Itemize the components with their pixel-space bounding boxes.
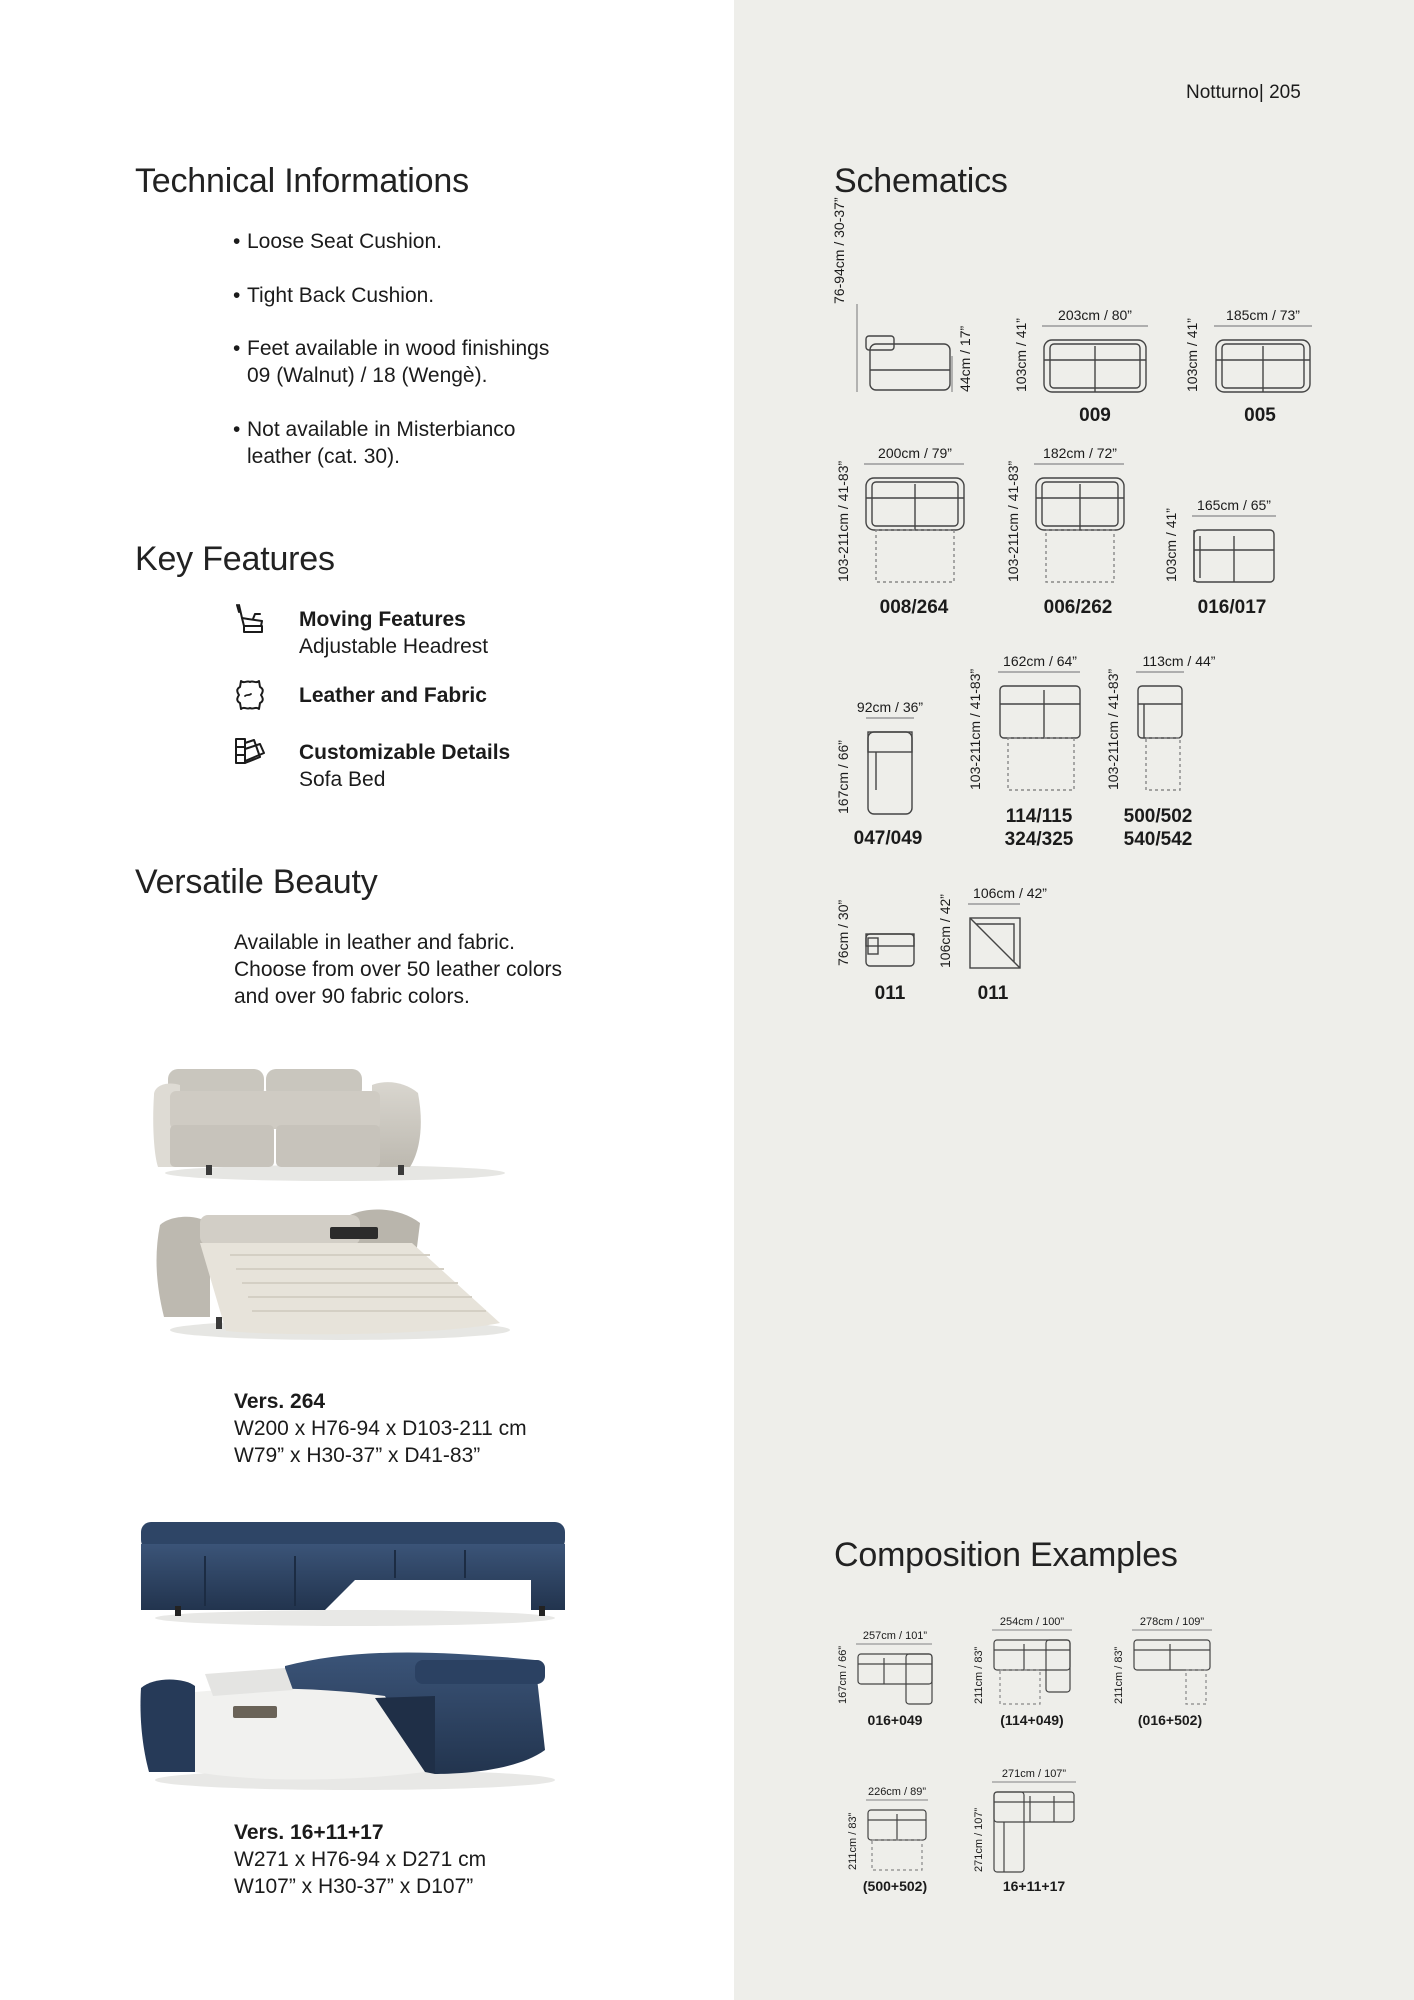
schematic-code: 540/542 [1123, 829, 1193, 850]
width-label: 257cm / 101” [862, 1630, 928, 1642]
composition-016-049 [856, 1644, 932, 1704]
composition-114-049 [992, 1630, 1072, 1704]
schematic-side-view [857, 304, 952, 392]
schematic-code: 011 [874, 983, 906, 1004]
schematic-011-b [968, 904, 1020, 968]
schematic-code: 009 [1079, 405, 1111, 426]
composition-code: (016+502) [1137, 1712, 1203, 1728]
schematic-006-262 [1034, 464, 1124, 582]
width-label: 106cm / 42” [973, 885, 1047, 901]
composition-code: 16+11+17 [1002, 1878, 1066, 1894]
width-label: 185cm / 73” [1226, 307, 1300, 323]
schematic-011-a [866, 934, 914, 966]
technical-bullet: • Not available in Misterbianco leather (cat. 30). [233, 418, 516, 468]
composition-016-502 [1132, 1630, 1212, 1704]
width-label: 200cm / 79” [878, 445, 952, 461]
depth-label: 211cm / 83” [973, 1646, 985, 1704]
composition-16-11-17 [992, 1782, 1076, 1872]
composition-code: (500+502) [862, 1878, 928, 1894]
composition-500-502 [866, 1800, 928, 1870]
schematic-005 [1214, 326, 1312, 392]
feature-subtitle: Adjustable Headrest [299, 635, 489, 658]
depth-label: 211cm / 83” [1113, 1646, 1125, 1704]
schematics-title: Schematics [834, 162, 1008, 200]
width-label: 162cm / 64” [1003, 653, 1077, 669]
width-label: 271cm / 107” [1001, 1768, 1067, 1780]
schematic-code: 006/262 [1043, 597, 1113, 618]
schematic-code: 047/049 [853, 828, 923, 849]
width-label: 278cm / 109” [1139, 1616, 1205, 1628]
version-title: Vers. 16+11+17 [234, 1821, 384, 1844]
schematic-code: 114/115 [1005, 806, 1073, 827]
feature-subtitle: Sofa Bed [299, 768, 386, 791]
depth-label: 167cm / 66” [835, 740, 851, 814]
depth-label: 103cm / 41” [1013, 318, 1029, 392]
depth-label: 103-211cm / 41-83” [1005, 460, 1021, 582]
depth-label: 103cm / 41” [1163, 508, 1179, 582]
version-imperial: W107” x H30-37” x D107” [234, 1875, 474, 1898]
width-label: 203cm / 80” [1058, 307, 1132, 323]
schematic-047-049 [866, 718, 914, 814]
schematic-code: 005 [1244, 405, 1276, 426]
depth-label: 76-94cm / 30-37” [831, 197, 847, 304]
composition-code: (114+049) [1000, 1712, 1064, 1728]
schematic-code: 011 [977, 983, 1009, 1004]
width-label: 254cm / 100” [999, 1616, 1065, 1628]
compositions-title: Composition Examples [834, 1536, 1178, 1574]
feature-title: Leather and Fabric [299, 684, 487, 707]
version-title: Vers. 264 [234, 1390, 326, 1413]
depth-label: 211cm / 83” [847, 1812, 859, 1870]
schematic-114-115 [998, 672, 1080, 790]
schematic-009 [1042, 326, 1148, 392]
technical-title: Technical Informations [135, 162, 469, 200]
feature-title: Moving Features [299, 608, 466, 631]
version-metric: W200 x H76-94 x D103-211 cm [234, 1417, 527, 1440]
schematic-008-264 [864, 464, 964, 582]
key-features-title: Key Features [135, 540, 335, 578]
schematic-code: 008/264 [879, 597, 949, 618]
schematic-code: 500/502 [1123, 806, 1193, 827]
depth-label: 106cm / 42” [937, 894, 953, 968]
depth-label: 271cm / 107” [973, 1807, 985, 1872]
schematic-500-502 [1136, 672, 1184, 790]
schematic-code: 016/017 [1197, 597, 1267, 618]
depth-label: 103-211cm / 41-83” [1105, 668, 1121, 790]
composition-code: 016+049 [867, 1712, 923, 1728]
technical-bullet: • Tight Back Cushion. [233, 284, 435, 307]
technical-bullet: • Feet available in wood finishings 09 (Walnut) / 18 (Wengè). [233, 337, 550, 387]
depth-label: 76cm / 30” [835, 899, 851, 966]
page-header: Notturno| 205 [1186, 82, 1301, 103]
version-imperial: W79” x H30-37” x D41-83” [234, 1444, 481, 1467]
width-label: 226cm / 89” [867, 1786, 927, 1798]
height-label: 44cm / 17” [957, 325, 973, 392]
feature-title: Customizable Details [299, 741, 511, 764]
width-label: 165cm / 65” [1197, 497, 1271, 513]
width-label: 113cm / 44” [1142, 653, 1216, 669]
schematic-016-017 [1192, 516, 1276, 582]
width-label: 92cm / 36” [856, 699, 924, 715]
depth-label: 167cm / 66” [837, 1645, 849, 1704]
version-metric: W271 x H76-94 x D271 cm [234, 1848, 487, 1871]
schematic-code: 324/325 [1004, 829, 1074, 850]
depth-label: 103-211cm / 41-83” [835, 460, 851, 582]
depth-label: 103-211cm / 41-83” [967, 668, 983, 790]
versatile-description: Available in leather and fabric. Choose from over 50 leather colors and over 90 fabric colors. [234, 931, 562, 1008]
width-label: 182cm / 72” [1043, 445, 1117, 461]
technical-bullet: • Loose Seat Cushion. [233, 230, 442, 253]
depth-label: 103cm / 41” [1184, 318, 1200, 392]
versatile-title: Versatile Beauty [135, 863, 378, 901]
